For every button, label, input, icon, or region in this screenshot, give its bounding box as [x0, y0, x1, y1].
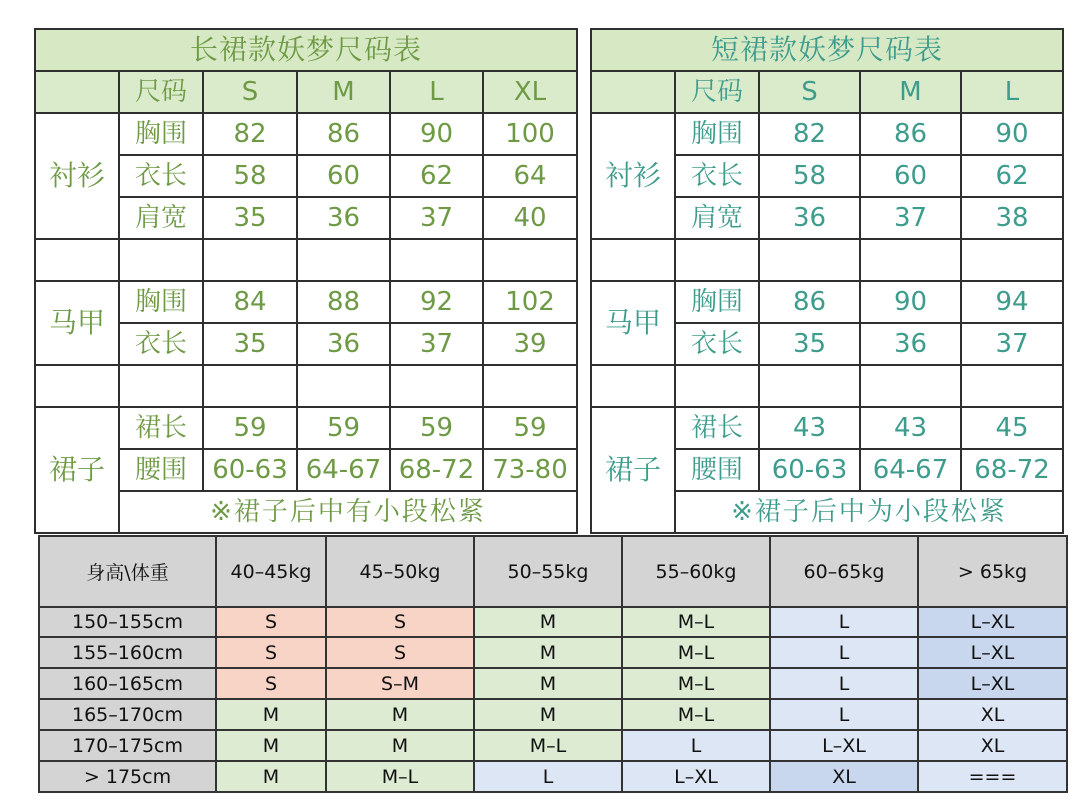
size-header: M — [860, 71, 961, 113]
long-skirt-size-table — [34, 28, 578, 534]
height-label: 170–175cm — [39, 730, 216, 761]
measure-label: 胸围 — [119, 113, 203, 155]
size-header: S — [203, 71, 297, 113]
measure-value: 37 — [390, 323, 483, 365]
size-recommendation-cell: S — [216, 668, 326, 699]
size-recommendation-cell: L–XL — [918, 607, 1067, 637]
measure-value: 36 — [759, 197, 860, 239]
size-recommendation-cell: L — [770, 699, 918, 730]
spacer-cell — [675, 239, 759, 281]
measure-value: 90 — [390, 113, 483, 155]
size-recommendation-cell: M — [474, 607, 622, 637]
measure-value: 64-67 — [297, 449, 390, 491]
measure-value: 37 — [860, 197, 961, 239]
group-label-vest: 马甲 — [591, 281, 675, 365]
measure-value: 60-63 — [759, 449, 860, 491]
size-recommendation-cell: M — [474, 637, 622, 668]
measure-label: 胸围 — [119, 281, 203, 323]
height-label: 155–160cm — [39, 637, 216, 668]
measure-value: 84 — [203, 281, 297, 323]
weight-header: > 65kg — [918, 536, 1067, 607]
size-recommendation-cell: M–L — [622, 668, 770, 699]
measure-label: 衣长 — [675, 155, 759, 197]
measure-value: 102 — [483, 281, 577, 323]
spacer-cell — [591, 239, 675, 281]
spacer-cell — [119, 365, 203, 407]
height-label: > 175cm — [39, 761, 216, 792]
measure-value: 43 — [759, 407, 860, 449]
size-recommendation-cell: L — [770, 668, 918, 699]
measure-label: 衣长 — [119, 155, 203, 197]
spacer-cell — [591, 365, 675, 407]
spacer-cell — [675, 365, 759, 407]
long-table-title: 长裙款妖梦尺码表 — [35, 29, 577, 71]
measure-label: 裙长 — [675, 407, 759, 449]
measure-label: 衣长 — [119, 323, 203, 365]
measure-value: 68-72 — [961, 449, 1063, 491]
measure-value: 82 — [203, 113, 297, 155]
size-recommendation-cell: L — [770, 607, 918, 637]
measure-value: 59 — [203, 407, 297, 449]
height-label: 160–165cm — [39, 668, 216, 699]
height-label: 165–170cm — [39, 699, 216, 730]
table-row — [39, 761, 1067, 792]
size-recommendation-cell: M–L — [622, 699, 770, 730]
size-header: S — [759, 71, 860, 113]
size-header: L — [961, 71, 1063, 113]
measure-value: 59 — [483, 407, 577, 449]
measure-value: 35 — [203, 323, 297, 365]
size-header: L — [390, 71, 483, 113]
table-row — [39, 607, 1067, 637]
size-recommendation-cell: L — [770, 637, 918, 668]
measure-label: 胸围 — [675, 281, 759, 323]
table-row — [39, 699, 1067, 730]
size-recommendation-cell: S — [326, 607, 474, 637]
measure-value: 64 — [483, 155, 577, 197]
group-label-skirt: 裙子 — [35, 407, 119, 533]
size-recommendation-cell: L–XL — [622, 761, 770, 792]
measure-value: 64-67 — [860, 449, 961, 491]
weight-header: 50–55kg — [474, 536, 622, 607]
chart-body — [39, 607, 1067, 792]
measure-value: 37 — [961, 323, 1063, 365]
spacer-cell — [119, 239, 203, 281]
header-blank — [591, 71, 675, 113]
header-blank — [35, 71, 119, 113]
weight-header: 40–45kg — [216, 536, 326, 607]
spacer-cell — [203, 365, 297, 407]
measure-value: 60 — [297, 155, 390, 197]
measure-value: 60 — [860, 155, 961, 197]
size-recommendation-cell: M–L — [474, 730, 622, 761]
measure-value: 68-72 — [390, 449, 483, 491]
measure-value: 86 — [759, 281, 860, 323]
spacer-cell — [203, 239, 297, 281]
height-weight-size-chart — [38, 535, 1068, 793]
size-recommendation-cell: XL — [918, 730, 1067, 761]
size-recommendation-cell: M–L — [326, 761, 474, 792]
measure-label: 裙长 — [119, 407, 203, 449]
measure-value: 86 — [297, 113, 390, 155]
spacer-cell — [860, 239, 961, 281]
measure-value: 38 — [961, 197, 1063, 239]
short-skirt-size-table — [590, 28, 1064, 534]
group-label-skirt: 裙子 — [591, 407, 675, 533]
group-label-shirt: 衬衫 — [591, 113, 675, 239]
measure-value: 88 — [297, 281, 390, 323]
size-recommendation-cell: M — [474, 699, 622, 730]
size-recommendation-cell: XL — [770, 761, 918, 792]
size-recommendation-cell: M — [326, 730, 474, 761]
measure-value: 45 — [961, 407, 1063, 449]
spacer-cell — [759, 239, 860, 281]
size-recommendation-cell: XL — [918, 699, 1067, 730]
size-recommendation-cell: M–L — [622, 637, 770, 668]
measure-value: 36 — [297, 197, 390, 239]
weight-header: 55–60kg — [622, 536, 770, 607]
measure-value: 94 — [961, 281, 1063, 323]
size-label: 尺码 — [119, 71, 203, 113]
spacer-cell — [35, 239, 119, 281]
measure-value: 58 — [759, 155, 860, 197]
spacer-cell — [483, 365, 577, 407]
measure-value: 39 — [483, 323, 577, 365]
group-label-vest: 马甲 — [35, 281, 119, 365]
size-recommendation-cell: L–XL — [918, 637, 1067, 668]
measure-value: 36 — [860, 323, 961, 365]
spacer-cell — [297, 365, 390, 407]
measure-label: 腰围 — [119, 449, 203, 491]
size-recommendation-cell: S — [326, 637, 474, 668]
measure-value: 92 — [390, 281, 483, 323]
size-header: M — [297, 71, 390, 113]
measure-value: 58 — [203, 155, 297, 197]
spacer-cell — [390, 365, 483, 407]
skirt-note: ※裙子后中为小段松紧 — [675, 491, 1063, 533]
measure-label: 胸围 — [675, 113, 759, 155]
measure-value: 90 — [961, 113, 1063, 155]
measure-value: 62 — [961, 155, 1063, 197]
spacer-cell — [390, 239, 483, 281]
measure-value: 62 — [390, 155, 483, 197]
table-row — [39, 668, 1067, 699]
table-row — [39, 637, 1067, 668]
measure-value: 43 — [860, 407, 961, 449]
size-recommendation-cell: M — [474, 668, 622, 699]
measure-value: 86 — [860, 113, 961, 155]
spacer-cell — [297, 239, 390, 281]
measure-value: 35 — [203, 197, 297, 239]
size-recommendation-cell: S — [216, 637, 326, 668]
spacer-cell — [759, 365, 860, 407]
measure-value: 59 — [297, 407, 390, 449]
measure-value: 60-63 — [203, 449, 297, 491]
spacer-cell — [961, 239, 1063, 281]
size-recommendation-cell: M — [326, 699, 474, 730]
weight-header: 45–50kg — [326, 536, 474, 607]
measure-value: 40 — [483, 197, 577, 239]
measure-label: 肩宽 — [675, 197, 759, 239]
spacer-cell — [961, 365, 1063, 407]
measure-value: 59 — [390, 407, 483, 449]
short-table-title: 短裙款妖梦尺码表 — [591, 29, 1063, 71]
weight-header: 60–65kg — [770, 536, 918, 607]
measure-label: 腰围 — [675, 449, 759, 491]
table-row — [39, 730, 1067, 761]
size-recommendation-cell: M–L — [622, 607, 770, 637]
measure-value: 100 — [483, 113, 577, 155]
corner-label: 身高\体重 — [39, 536, 216, 607]
measure-value: 36 — [297, 323, 390, 365]
size-header: XL — [483, 71, 577, 113]
size-recommendation-cell: L–XL — [918, 668, 1067, 699]
measure-value: 82 — [759, 113, 860, 155]
height-label: 150–155cm — [39, 607, 216, 637]
group-label-shirt: 衬衫 — [35, 113, 119, 239]
size-recommendation-cell: === — [918, 761, 1067, 792]
size-recommendation-cell: M — [216, 761, 326, 792]
measure-label: 衣长 — [675, 323, 759, 365]
measure-value: 73-80 — [483, 449, 577, 491]
size-recommendation-cell: L–XL — [770, 730, 918, 761]
size-recommendation-cell: M — [216, 699, 326, 730]
spacer-cell — [35, 365, 119, 407]
spacer-cell — [860, 365, 961, 407]
size-recommendation-cell: M — [216, 730, 326, 761]
spacer-cell — [483, 239, 577, 281]
measure-value: 35 — [759, 323, 860, 365]
size-recommendation-cell: S–M — [326, 668, 474, 699]
measure-label: 肩宽 — [119, 197, 203, 239]
skirt-note: ※裙子后中有小段松紧 — [119, 491, 577, 533]
size-recommendation-cell: L — [622, 730, 770, 761]
size-recommendation-cell: L — [474, 761, 622, 792]
measure-value: 37 — [390, 197, 483, 239]
size-label: 尺码 — [675, 71, 759, 113]
size-recommendation-cell: S — [216, 607, 326, 637]
measure-value: 90 — [860, 281, 961, 323]
